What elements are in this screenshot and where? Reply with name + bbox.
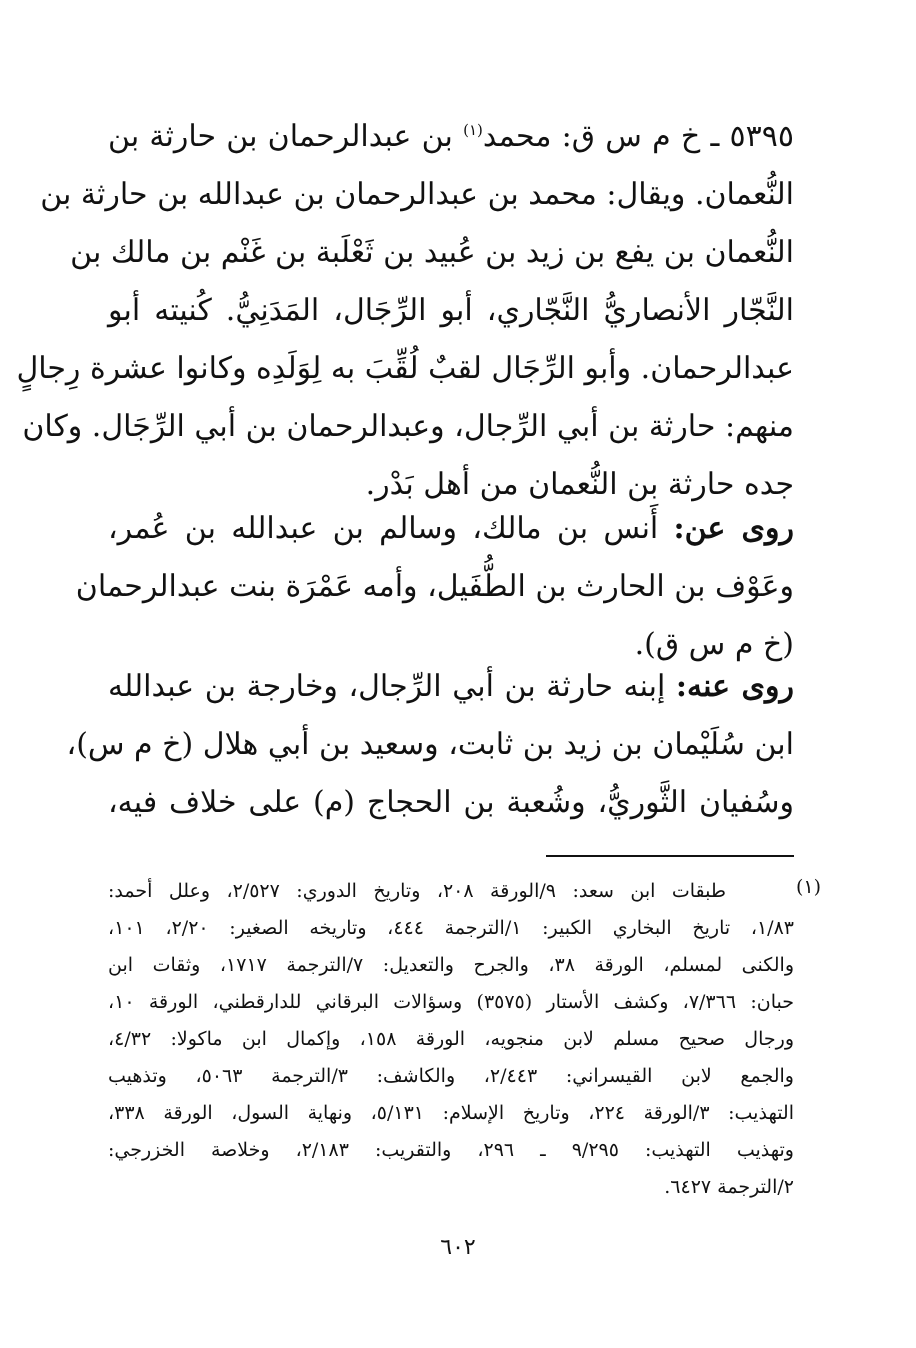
footnote-line-8: وتهذيب التهذيب: ٩/٢٩٥ ـ ٢٩٦، والتقريب: ٢/١٨٣، وخلاصة الخزرجي: — [108, 1139, 794, 1161]
entry-line-1-rest: بن عبدالرحمان بن حارثة بن — [108, 119, 453, 154]
entry-line-4: النَّجّار الأنصاريُّ النَّجّاري، أبو الرِّجَال، المَدَنِيُّ. كُنيته أبو — [108, 293, 794, 328]
entry-line-1 — [108, 108, 794, 166]
footnote-line-3: والكنى لمسلم، الورقة ٣٨، والجرح والتعديل: ٧/الترجمة ١٧١٧، وثقات ابن — [108, 954, 794, 976]
entry-heading: ٥٣٩٥ ـ خ م س ق: محمد — [482, 119, 794, 154]
entry-line-7: جده حارثة بن النُّعمان من أهل بَدْر. — [365, 467, 794, 502]
entry-line-6: منهم: حارثة بن أبي الرِّجال، وعبدالرحمان بن أبي الرِّجَال. وكان — [22, 409, 794, 444]
narrated-from-line-1 — [108, 500, 794, 558]
narrated-from-line-2: وعَوْف بن الحارث بن الطُّفَيل، وأمه عَمْرَة بنت عبدالرحمان — [75, 569, 794, 604]
footnote-line-9: ٢/الترجمة ٦٤٢٧. — [664, 1176, 794, 1198]
footnote-separator — [546, 855, 794, 857]
narrated-from-text-1: أَنس بن مالك، وسالم بن عبدالله بن عُمر، — [108, 511, 659, 546]
narrated-by-section — [66, 658, 794, 832]
narrated-by-label: روى عنه: — [675, 669, 794, 704]
entry-line-3: النُّعمان بن يفع بن زيد بن عُبيد بن ثَعْلَبة بن غَنْم بن مالك بن — [70, 235, 794, 270]
footnote-line-1: طبقات ابن سعد: ٩/الورقة ٢٠٨، وتاريخ الدوري: ٢/٥٢٧، وعلل أحمد: — [108, 880, 726, 902]
footnote-line-5: ورجال صحيح مسلم لابن منجويه، الورقة ١٥٨، وإكمال ابن ماكولا: ٤/٣٢، — [108, 1028, 795, 1050]
footnote-line-2: ١/٨٣، تاريخ البخاري الكبير: ١/الترجمة ٤٤٤، وتاريخه الصغير: ٢/٢٠، ١٠١، — [108, 917, 794, 939]
narrated-by-text-1: إبنه حارثة بن أبي الرِّجال، وخارجة بن عبدالله — [108, 669, 666, 704]
biography-entry — [16, 108, 794, 514]
footnote-body — [108, 873, 726, 910]
page-number: ٦٠٢ — [440, 1235, 476, 1260]
narrated-from-label: روى عن: — [673, 511, 794, 546]
narrated-from-section — [75, 500, 794, 674]
entry-line-2: النُّعمان. ويقال: محمد بن عبدالرحمان بن عبدالله بن حارثة بن — [40, 177, 794, 212]
footnote-line-7: التهذيب: ٣/الورقة ٢٢٤، وتاريخ الإسلام: ٥/١٣١، ونهاية السول، الورقة ٣٣٨، — [108, 1102, 794, 1124]
footnote-marker: (١) — [795, 876, 821, 898]
narrated-by-line-3: وسُفيان الثَّوريُّ، وشُعبة بن الحجاج (م) على خلاف فيه، — [108, 785, 794, 820]
footnote-continuation — [108, 910, 794, 1206]
footnote-line-4: حبان: ٧/٣٦٦، وكشف الأستار (٣٥٧٥) وسؤالات البرقاني للدارقطني، الورقة ١٠، — [108, 991, 794, 1013]
narrated-by-line-1 — [108, 658, 794, 716]
footnote-reference[interactable]: (١) — [463, 121, 483, 139]
narrated-from-line-3: (خ م س ق). — [634, 627, 794, 662]
footnote-line-6: والجمع لابن القيسراني: ٢/٤٤٣، والكاشف: ٣/الترجمة ٥٠٦٣، وتذهيب — [108, 1065, 794, 1087]
entry-line-5: عبدالرحمان. وأبو الرِّجَال لقبٌ لُقِّبَ به لِوَلَدِه وكانوا عشرة رِجالٍ — [16, 351, 794, 386]
narrated-by-line-2: ابن سُلَيْمان بن زيد بن ثابت، وسعيد بن أبي هلال (خ م س)، — [66, 727, 794, 762]
